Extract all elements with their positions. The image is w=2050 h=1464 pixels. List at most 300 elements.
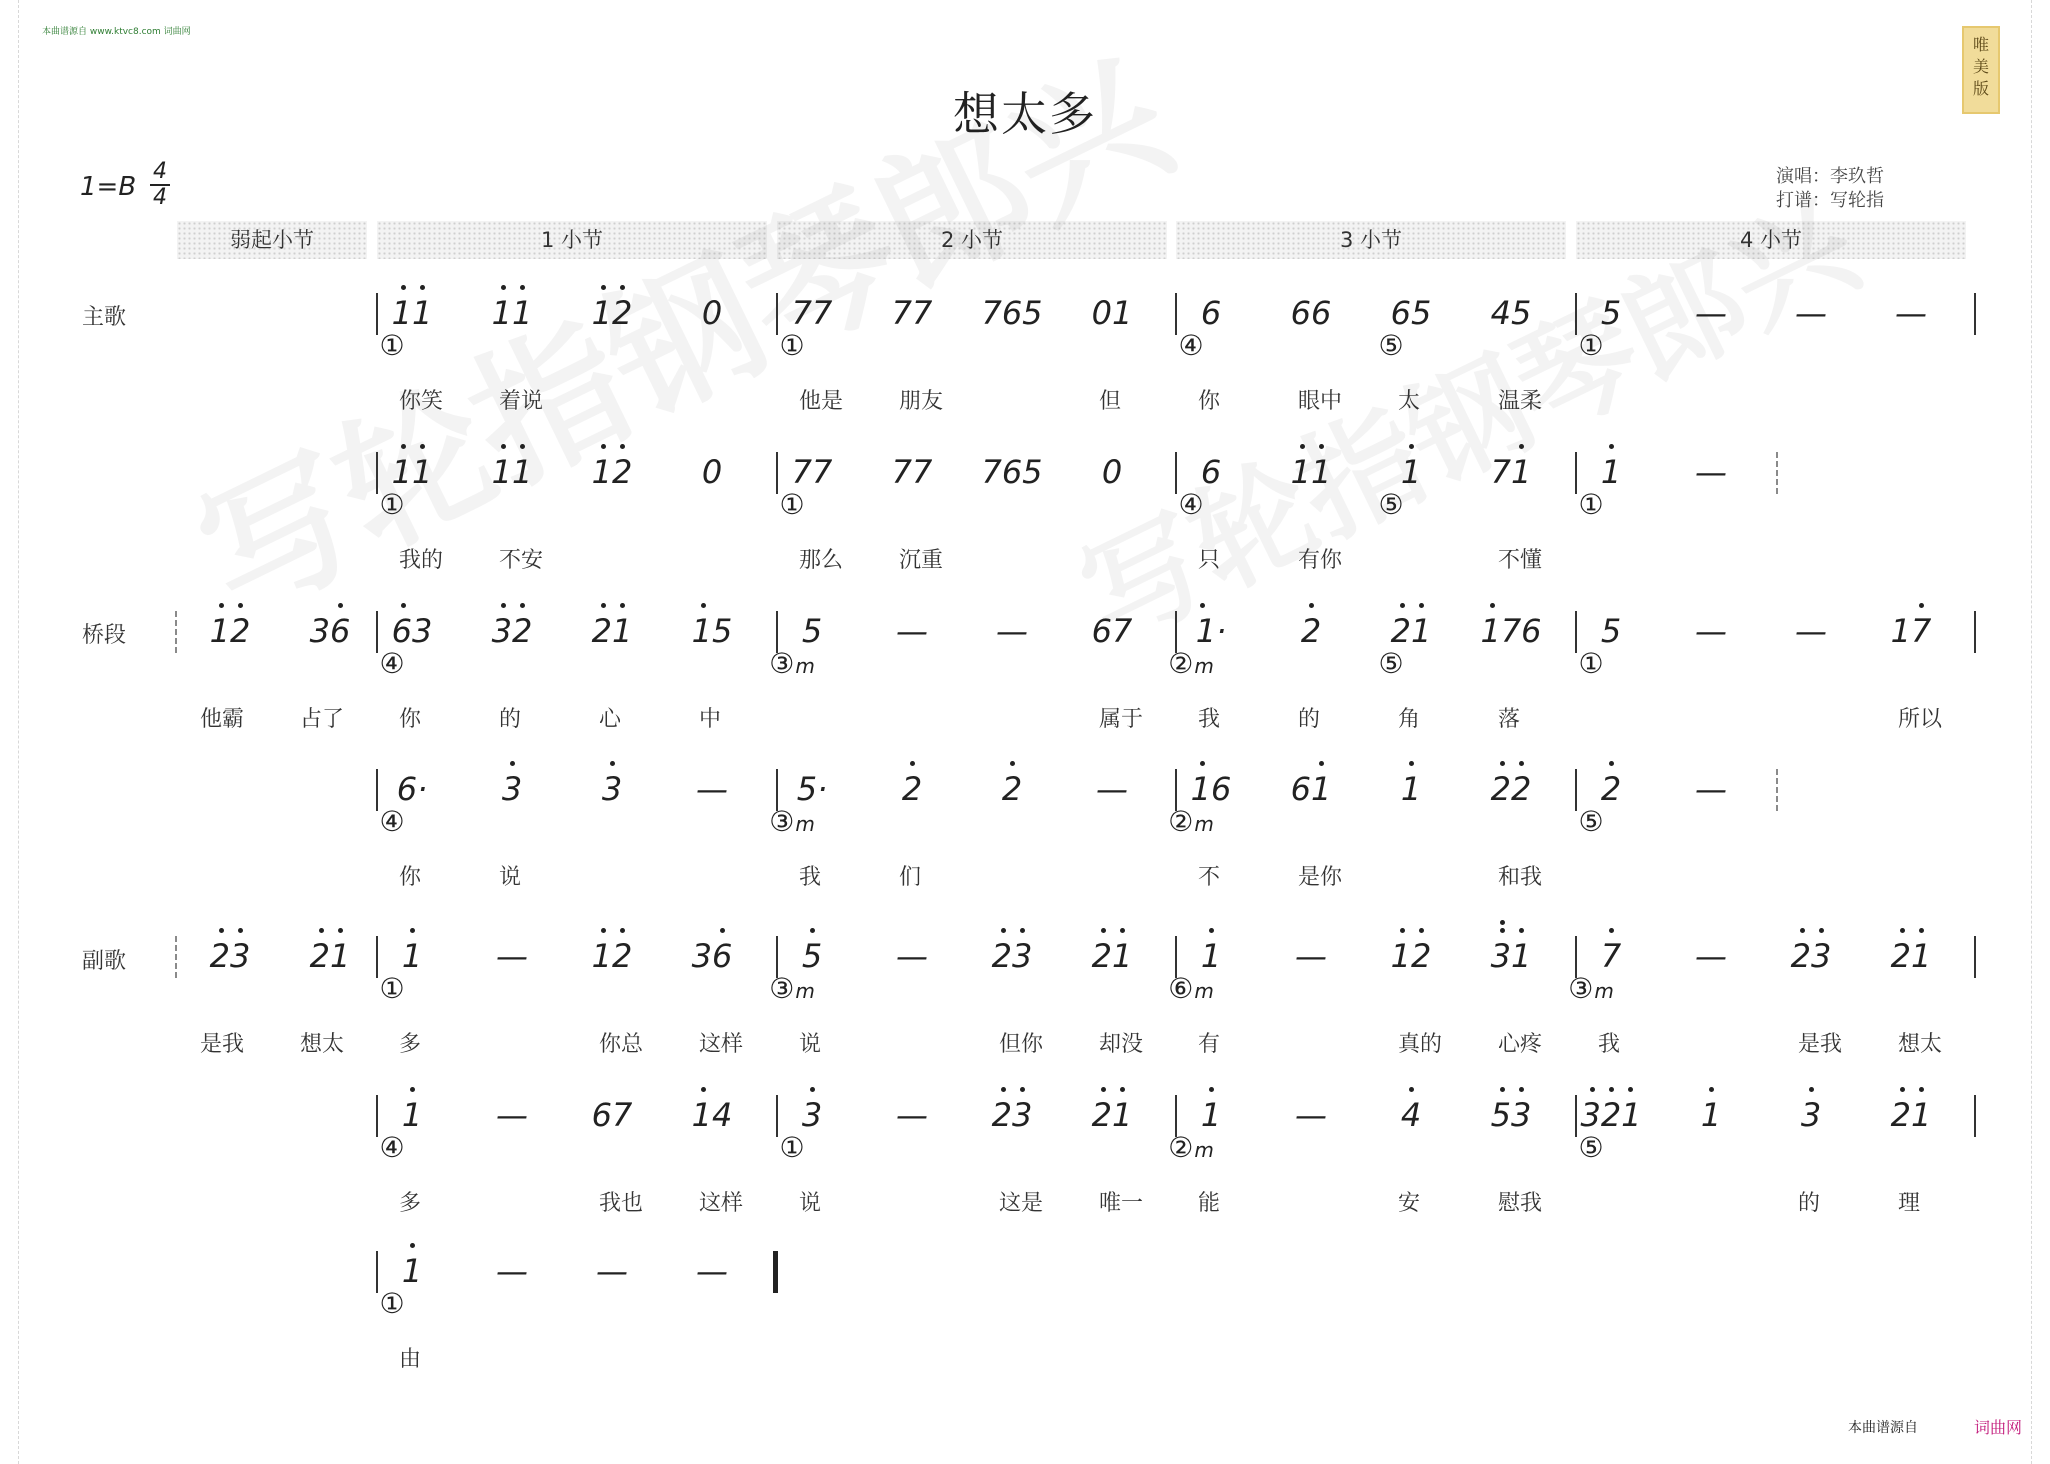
note-dash: — (1295, 1096, 1327, 1134)
octave-dot (410, 1087, 415, 1092)
lyric-text: 是我 (1798, 1032, 1843, 1057)
note: 5 (801, 937, 823, 975)
note: 5· (796, 770, 828, 808)
octave-dot (1900, 1087, 1905, 1092)
barline (376, 611, 378, 653)
section-label-chorus: 副歌 (82, 949, 127, 974)
octave-dot (410, 928, 415, 933)
lyric-text: 朋友 (899, 389, 944, 414)
lyric-text: 说 (799, 1191, 822, 1216)
lyric-text: 是你 (1298, 865, 1343, 890)
fingering-marker: ① (779, 329, 805, 362)
barline (376, 1095, 378, 1137)
note: 01 (1091, 294, 1133, 332)
lyric-text: 我的 (399, 548, 444, 573)
time-signature-top: 4 (150, 160, 170, 186)
transcriber-credit: 打谱：写轮指 (1776, 190, 1884, 211)
note: 4 (1400, 1096, 1422, 1134)
fingering-marker: ① (379, 488, 405, 521)
note: 0 (701, 453, 723, 491)
octave-dot (1419, 603, 1424, 608)
fingering-marker: ① (1578, 488, 1604, 521)
fingering-marker: ②m (1168, 805, 1214, 838)
fingering-marker: ⑥m (1168, 972, 1214, 1005)
lyric-text: 太 (1398, 389, 1421, 414)
note: 11 (1290, 453, 1332, 491)
note: 67 (591, 1096, 633, 1134)
pickup-start-mark (175, 611, 177, 653)
barline (1175, 293, 1177, 335)
note: 3 (1800, 1096, 1822, 1134)
note: 1 (401, 1096, 423, 1134)
octave-dot (420, 444, 425, 449)
octave-dot (1001, 928, 1006, 933)
octave-dot (1300, 444, 1305, 449)
fingering-marker: ④ (379, 647, 405, 680)
octave-dot (1120, 1087, 1125, 1092)
octave-dot (601, 603, 606, 608)
octave-dot (1900, 928, 1905, 933)
octave-dot (1209, 1087, 1214, 1092)
barline (376, 293, 378, 335)
fingering-marker: ④ (379, 1131, 405, 1164)
note: 6 (1200, 294, 1222, 332)
time-signature-bottom: 4 (153, 185, 167, 210)
note: 15 (691, 612, 733, 650)
barline (376, 452, 378, 494)
note-dash: — (1695, 770, 1727, 808)
barline (1974, 936, 1976, 978)
note: 6 (1200, 453, 1222, 491)
octave-dot (1500, 920, 1505, 925)
octave-dot (1419, 928, 1424, 933)
octave-dot (1409, 444, 1414, 449)
note: 17 (1890, 612, 1932, 650)
note: 1 (401, 937, 423, 975)
note: 23 (991, 937, 1033, 975)
note: 1 (1600, 453, 1622, 491)
note: 12 (591, 294, 633, 332)
note: 77 (891, 453, 933, 491)
note: 3 (601, 770, 623, 808)
note-dash: — (1695, 453, 1727, 491)
octave-dot (1519, 1087, 1524, 1092)
octave-dot (620, 285, 625, 290)
octave-dot (1919, 1087, 1924, 1092)
lyric-text: 能 (1198, 1191, 1221, 1216)
note: 2 (1300, 612, 1322, 650)
note: 11 (391, 294, 433, 332)
octave-dot (401, 603, 406, 608)
fingering-marker: ③m (1568, 972, 1614, 1005)
pickup-note: 21 (309, 937, 351, 975)
octave-dot (420, 285, 425, 290)
fingering-marker: ③m (769, 805, 815, 838)
octave-dot (520, 603, 525, 608)
note: 1 (1200, 1096, 1222, 1134)
octave-dot (1101, 1087, 1106, 1092)
fingering-marker: ① (779, 1131, 805, 1164)
octave-dot (520, 444, 525, 449)
note: 77 (891, 294, 933, 332)
octave-dot (501, 603, 506, 608)
note: 1 (1200, 937, 1222, 975)
note: 3 (501, 770, 523, 808)
octave-dot (1919, 928, 1924, 933)
lyric-text: 慰我 (1498, 1191, 1543, 1216)
octave-dot (1519, 444, 1524, 449)
lyric-text: 的 (499, 707, 522, 732)
note: 2 (901, 770, 923, 808)
barline (776, 1095, 778, 1137)
fingering-marker: ④ (379, 805, 405, 838)
octave-dot (1800, 928, 1805, 933)
octave-dot (1609, 928, 1614, 933)
octave-dot (1709, 1087, 1714, 1092)
octave-dot (1400, 603, 1405, 608)
lyric-text: 落 (1498, 707, 1521, 732)
note: 765 (981, 294, 1043, 332)
octave-dot (1001, 1087, 1006, 1092)
barline (1575, 452, 1577, 494)
note: 32 (491, 612, 533, 650)
lyric-text: 真的 (1398, 1032, 1443, 1057)
octave-dot (219, 928, 224, 933)
note: 21 (591, 612, 633, 650)
source-note-top: 本曲谱源自 www.ktvc8.com 词曲网 (42, 27, 191, 37)
note-dash: — (896, 612, 928, 650)
octave-dot (219, 603, 224, 608)
octave-dot (1609, 444, 1614, 449)
lyric-text: 有你 (1298, 548, 1343, 573)
barline (776, 293, 778, 335)
note: 1 (401, 1252, 423, 1290)
lyric-text: 你 (399, 865, 422, 890)
measure-header-2: 2 小节 (777, 221, 1167, 259)
lyric-text: 理 (1898, 1191, 1921, 1216)
measure-header-1: 1 小节 (377, 221, 767, 259)
lyric-text: 不 (1198, 865, 1221, 890)
octave-dot (1020, 1087, 1025, 1092)
note: 12 (1390, 937, 1432, 975)
footer-brand: 词曲网 (1974, 1418, 2023, 1437)
octave-dot (1209, 928, 1214, 933)
lyric-text: 说 (799, 1032, 822, 1057)
note-dash: — (696, 1252, 728, 1290)
note: 45 (1490, 294, 1532, 332)
octave-dot (1519, 761, 1524, 766)
note-dash: — (1695, 294, 1727, 332)
fingering-marker: ⑤ (1578, 1131, 1604, 1164)
lyric-text: 说 (499, 865, 522, 890)
lyric-text: 心 (599, 707, 622, 732)
barline (1974, 1095, 1976, 1137)
octave-dot (1020, 928, 1025, 933)
lyric-text: 我 (799, 865, 822, 890)
note: 5 (1600, 612, 1622, 650)
octave-dot (601, 928, 606, 933)
octave-dot (338, 928, 343, 933)
note: 6· (396, 770, 428, 808)
octave-dot (238, 603, 243, 608)
fingering-marker: ① (1578, 329, 1604, 362)
octave-dot (1200, 603, 1205, 608)
fingering-marker: ④ (1178, 329, 1204, 362)
note: 65 (1390, 294, 1432, 332)
note: 23 (991, 1096, 1033, 1134)
octave-dot (501, 444, 506, 449)
lyric-text: 由 (399, 1347, 422, 1372)
octave-dot (1609, 1087, 1614, 1092)
note: 5 (1600, 294, 1622, 332)
lyric-text: 安 (1398, 1191, 1421, 1216)
left-margin-strip (0, 0, 19, 1464)
fingering-marker: ① (379, 1287, 405, 1320)
note: 67 (1091, 612, 1133, 650)
note: 14 (691, 1096, 733, 1134)
lyric-text: 多 (399, 1191, 422, 1216)
octave-dot (1500, 1087, 1505, 1092)
note: 21 (1091, 1096, 1133, 1134)
lyric-text: 多 (399, 1032, 422, 1057)
fingering-marker: ③m (769, 647, 815, 680)
barline (1575, 769, 1577, 811)
octave-dot (501, 285, 506, 290)
fingering-marker: ②m (1168, 647, 1214, 680)
dashed-barline (1776, 769, 1778, 811)
barline (376, 1251, 378, 1293)
lyric-text: 的 (1298, 707, 1321, 732)
note: 77 (791, 294, 833, 332)
octave-dot (238, 928, 243, 933)
lyric-text: 和我 (1498, 865, 1543, 890)
lyric-text: 想太 (1898, 1032, 1943, 1057)
octave-dot (1628, 1087, 1633, 1092)
note: 21 (1091, 937, 1133, 975)
note-dash: — (1295, 937, 1327, 975)
note: 765 (981, 453, 1043, 491)
version-stamp (1962, 26, 2000, 114)
note: 36 (691, 937, 733, 975)
footer-source: 本曲谱源自 (1848, 1420, 1918, 1436)
octave-dot (601, 285, 606, 290)
note: 321 (1580, 1096, 1642, 1134)
octave-dot (1409, 1087, 1414, 1092)
barline (1575, 1095, 1577, 1137)
section-label-bridge: 桥段 (82, 623, 127, 648)
note: 11 (491, 453, 533, 491)
lyric-text: 占了 (300, 707, 345, 732)
note: 2 (1600, 770, 1622, 808)
barline (1575, 293, 1577, 335)
octave-dot (701, 1087, 706, 1092)
note: 23 (1790, 937, 1832, 975)
note: 3 (801, 1096, 823, 1134)
note-dash: — (1795, 294, 1827, 332)
fingering-marker: ⑤ (1378, 647, 1404, 680)
lyric-text: 心疼 (1498, 1032, 1543, 1057)
octave-dot (620, 603, 625, 608)
note: 61 (1290, 770, 1332, 808)
note: 176 (1480, 612, 1542, 650)
note: 2 (1001, 770, 1023, 808)
final-barline (773, 1251, 778, 1293)
lyric-text: 那么 (799, 548, 844, 573)
lyric-text: 我 (1198, 707, 1221, 732)
note: 0 (1101, 453, 1123, 491)
lyric-text: 这样 (699, 1191, 744, 1216)
note: 1· (1195, 612, 1227, 650)
barline (776, 452, 778, 494)
lyric-text: 眼中 (1298, 389, 1343, 414)
octave-dot (701, 603, 706, 608)
octave-dot (1500, 761, 1505, 766)
octave-dot (319, 928, 324, 933)
note-dash: — (1895, 294, 1927, 332)
measure-header-pickup: 弱起小节 (177, 221, 367, 259)
lyric-text: 有 (1198, 1032, 1221, 1057)
note-dash: — (496, 1096, 528, 1134)
lyric-text: 着说 (499, 389, 544, 414)
note-dash: — (1795, 612, 1827, 650)
lyric-text: 温柔 (1498, 389, 1543, 414)
pickup-note: 12 (209, 612, 251, 650)
octave-dot (410, 1243, 415, 1248)
note: 1 (1400, 453, 1422, 491)
octave-dot (1819, 928, 1824, 933)
time-signature (150, 160, 170, 210)
octave-dot (510, 761, 515, 766)
note-dash: — (1695, 937, 1727, 975)
lyric-text: 是我 (200, 1032, 245, 1057)
dashed-barline (1776, 452, 1778, 494)
note: 5 (801, 612, 823, 650)
octave-dot (1309, 603, 1314, 608)
lyric-text: 不安 (499, 548, 544, 573)
note-dash: — (596, 1252, 628, 1290)
note-dash: — (496, 1252, 528, 1290)
octave-dot (1010, 761, 1015, 766)
fingering-marker: ②m (1168, 1131, 1214, 1164)
octave-dot (1490, 603, 1495, 608)
barline (376, 769, 378, 811)
barline (1575, 611, 1577, 653)
note: 22 (1490, 770, 1532, 808)
octave-dot (1319, 444, 1324, 449)
measure-header-3: 3 小节 (1176, 221, 1566, 259)
fingering-marker: ① (779, 488, 805, 521)
lyric-text: 所以 (1898, 707, 1943, 732)
octave-dot (1400, 928, 1405, 933)
fingering-marker: ④ (1178, 488, 1204, 521)
octave-dot (720, 928, 725, 933)
lyric-text: 属于 (1099, 707, 1144, 732)
octave-dot (1609, 761, 1614, 766)
note: 7 (1600, 937, 1622, 975)
octave-dot (1319, 761, 1324, 766)
lyric-text: 只 (1198, 548, 1221, 573)
octave-dot (1120, 928, 1125, 933)
octave-dot (810, 1087, 815, 1092)
barline (376, 936, 378, 978)
note-dash: — (896, 937, 928, 975)
barline (1974, 611, 1976, 653)
note: 31 (1490, 937, 1532, 975)
version-stamp-text: 唯美版 (1972, 35, 1989, 98)
right-margin-strip (2031, 0, 2050, 1464)
note-dash: — (1695, 612, 1727, 650)
lyric-text: 你 (399, 707, 422, 732)
note: 21 (1890, 1096, 1932, 1134)
lyric-text: 中 (699, 707, 722, 732)
octave-dot (401, 285, 406, 290)
lyric-text: 却没 (1099, 1032, 1144, 1057)
pickup-note: 23 (209, 937, 251, 975)
octave-dot (1519, 928, 1524, 933)
lyric-text: 沉重 (899, 548, 944, 573)
song-title: 想太多 (953, 87, 1097, 141)
lyric-text: 他霸 (200, 707, 245, 732)
note-dash: — (696, 770, 728, 808)
pickup-note: 36 (309, 612, 351, 650)
lyric-text: 你总 (599, 1032, 644, 1057)
lyric-text: 们 (899, 865, 922, 890)
note: 0 (701, 294, 723, 332)
lyric-text: 不懂 (1498, 548, 1543, 573)
note: 21 (1890, 937, 1932, 975)
measure-header-4: 4 小节 (1576, 221, 1966, 259)
lyric-text: 你 (1198, 389, 1221, 414)
note-dash: — (1096, 770, 1128, 808)
note: 11 (491, 294, 533, 332)
section-label-verse: 主歌 (82, 305, 127, 330)
note: 11 (391, 453, 433, 491)
barline (1974, 293, 1976, 335)
fingering-marker: ① (1578, 647, 1604, 680)
octave-dot (520, 285, 525, 290)
lyric-text: 你笑 (399, 389, 444, 414)
lyric-text: 这是 (999, 1191, 1044, 1216)
octave-dot (601, 444, 606, 449)
octave-dot (810, 928, 815, 933)
octave-dot (1101, 928, 1106, 933)
note: 1 (1700, 1096, 1722, 1134)
note: 63 (391, 612, 433, 650)
singer-credit: 演唱：李玖哲 (1776, 166, 1884, 187)
lyric-text: 唯一 (1099, 1191, 1144, 1216)
octave-dot (1919, 603, 1924, 608)
lyric-text: 我 (1598, 1032, 1621, 1057)
octave-dot (401, 444, 406, 449)
note: 53 (1490, 1096, 1532, 1134)
note: 21 (1390, 612, 1432, 650)
octave-dot (1590, 1087, 1595, 1092)
fingering-marker: ③m (769, 972, 815, 1005)
lyric-text: 但 (1099, 389, 1122, 414)
octave-dot (910, 761, 915, 766)
octave-dot (1809, 1087, 1814, 1092)
note: 66 (1290, 294, 1332, 332)
note: 12 (591, 453, 633, 491)
lyric-text: 我也 (599, 1191, 644, 1216)
fingering-marker: ⑤ (1378, 329, 1404, 362)
note: 1 (1400, 770, 1422, 808)
key-signature: 1=B (80, 172, 137, 202)
lyric-text: 这样 (699, 1032, 744, 1057)
fingering-marker: ⑤ (1578, 805, 1604, 838)
note-dash: — (896, 1096, 928, 1134)
octave-dot (338, 603, 343, 608)
